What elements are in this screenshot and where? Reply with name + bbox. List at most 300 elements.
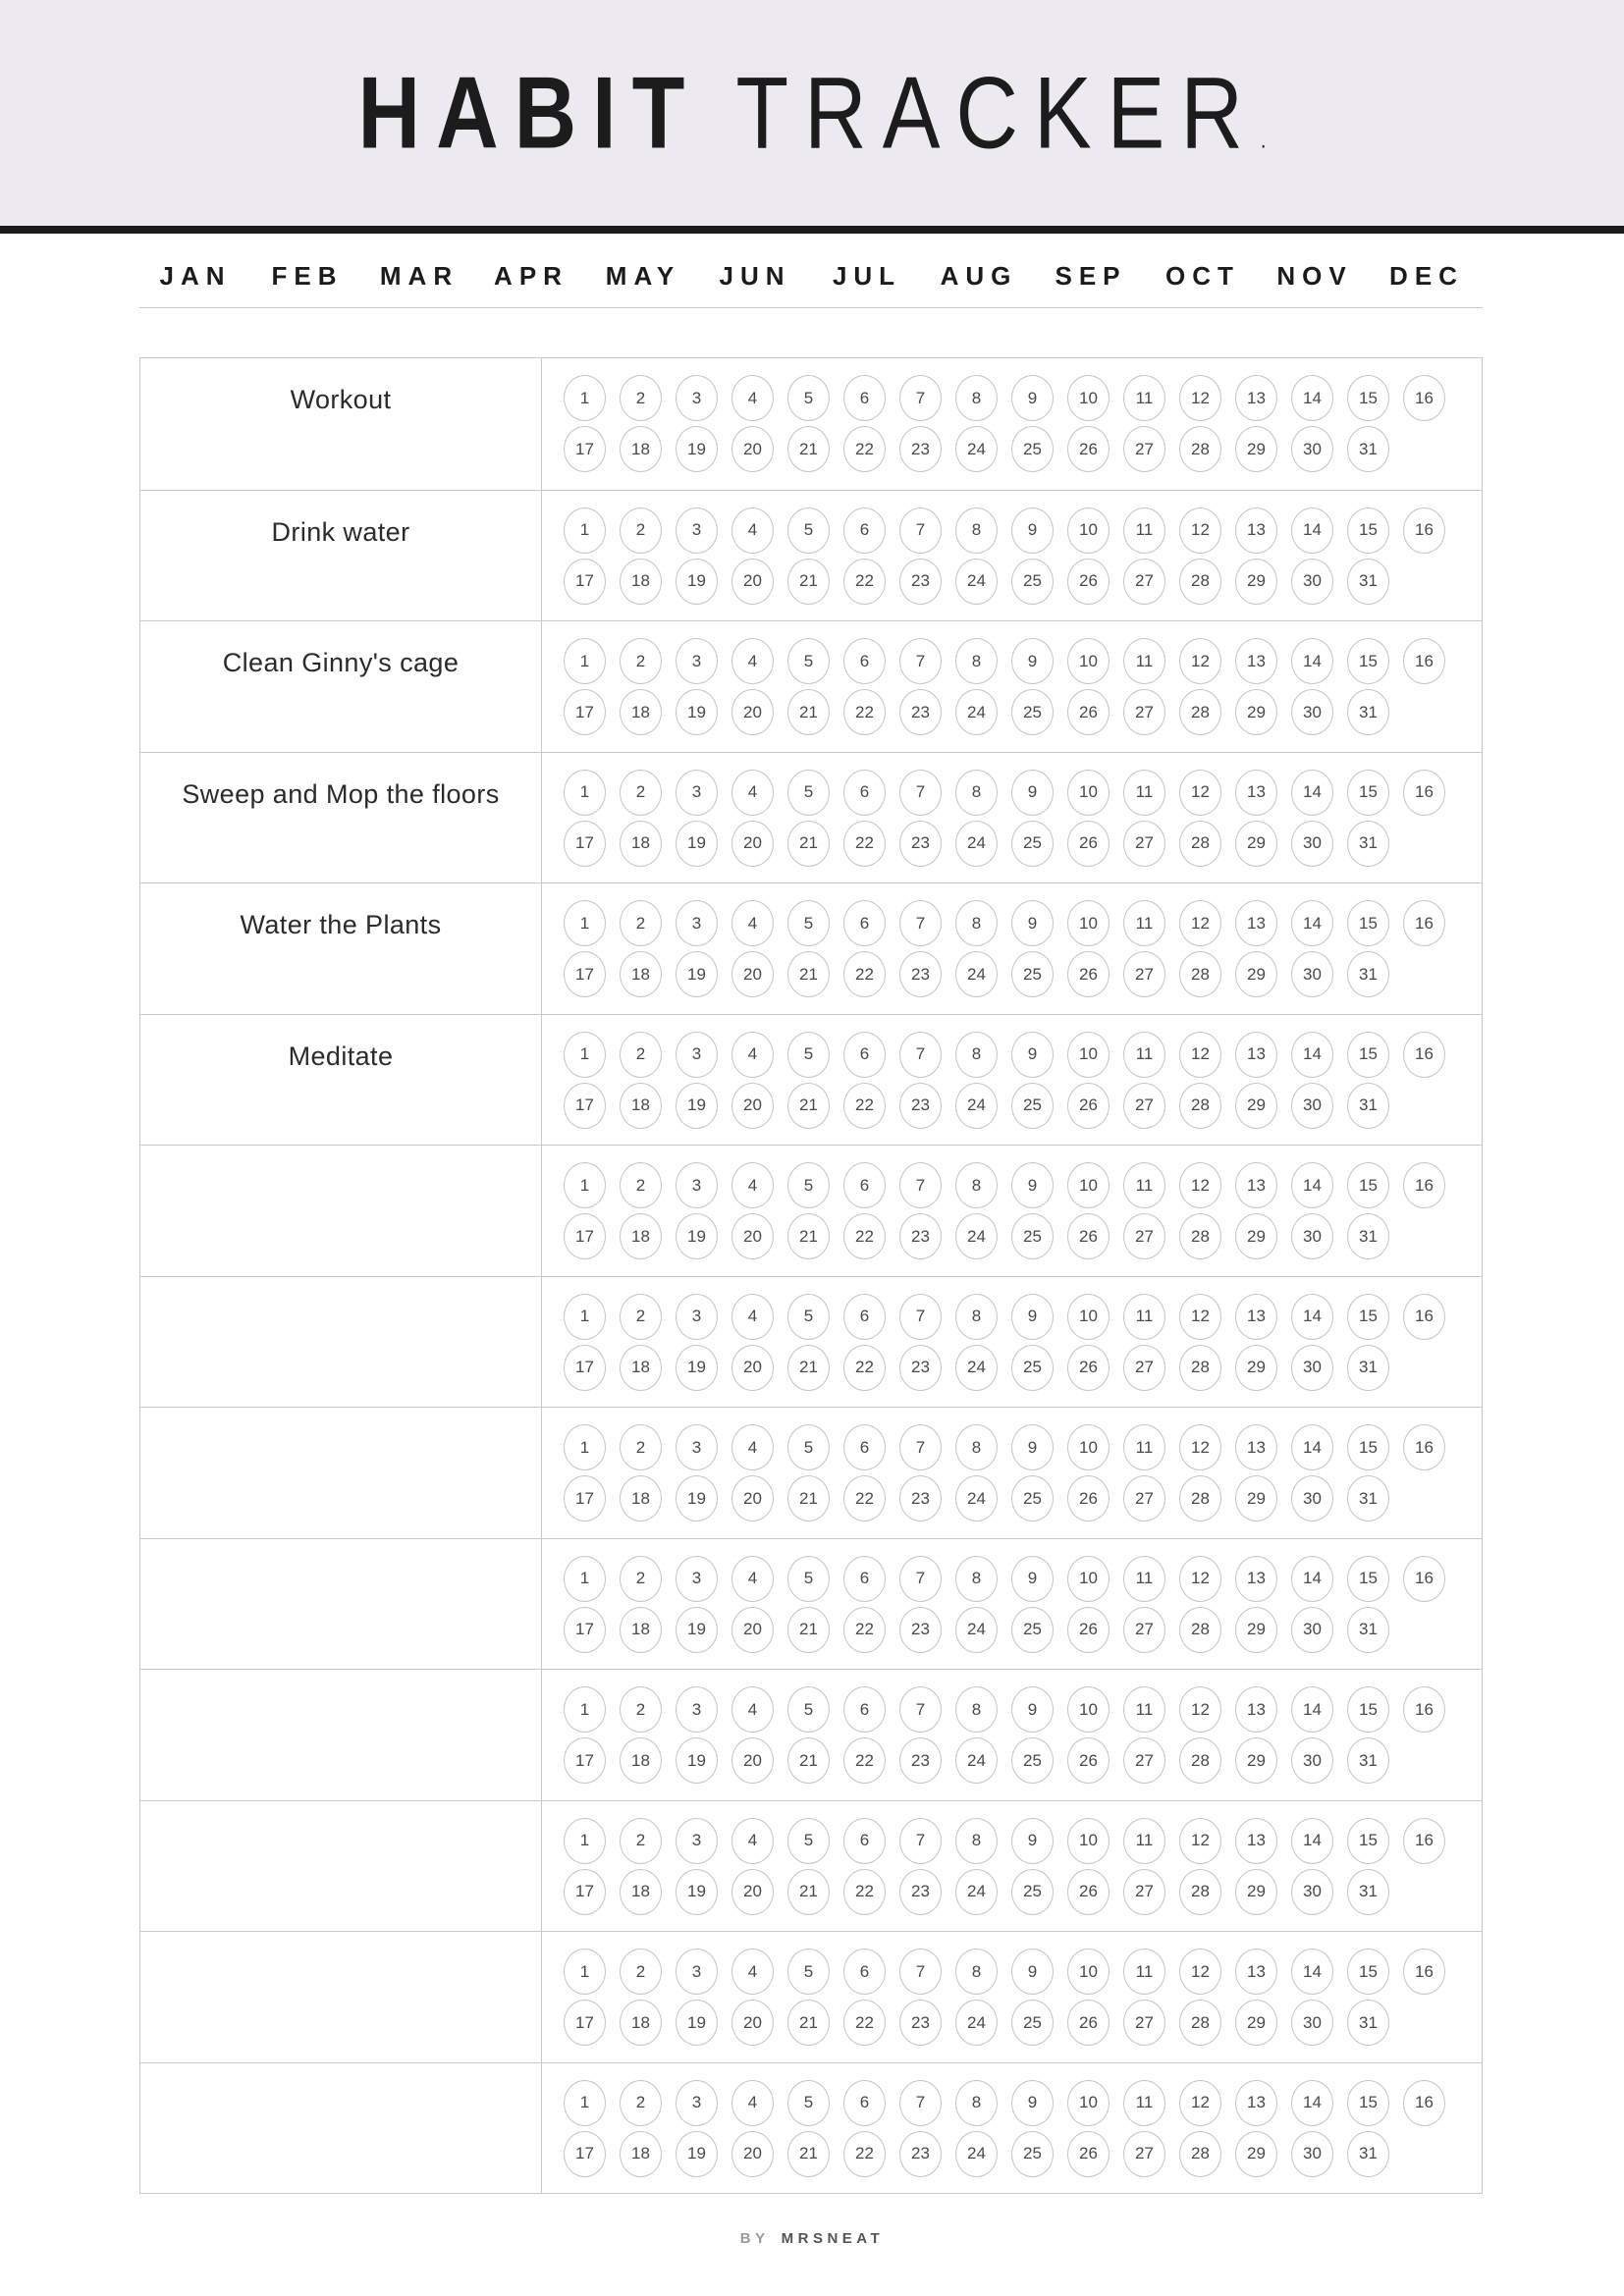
day-circle-11[interactable]: 11 xyxy=(1123,1686,1165,1733)
day-circle-11[interactable]: 11 xyxy=(1123,1162,1165,1208)
day-circle-15[interactable]: 15 xyxy=(1347,507,1389,554)
day-circle-21[interactable]: 21 xyxy=(787,689,830,735)
day-circle-3[interactable]: 3 xyxy=(676,900,718,946)
month-aug[interactable]: AUG xyxy=(940,261,1018,291)
day-circle-9[interactable]: 9 xyxy=(1011,375,1054,421)
day-circle-20[interactable]: 20 xyxy=(731,1213,774,1259)
day-circle-9[interactable]: 9 xyxy=(1011,638,1054,684)
day-circle-5[interactable]: 5 xyxy=(787,900,830,946)
day-circle-28[interactable]: 28 xyxy=(1179,1737,1221,1784)
day-circle-24[interactable]: 24 xyxy=(955,951,998,997)
day-circle-4[interactable]: 4 xyxy=(731,1424,774,1470)
day-circle-17[interactable]: 17 xyxy=(564,426,606,472)
day-circle-25[interactable]: 25 xyxy=(1011,2000,1054,2046)
day-circle-21[interactable]: 21 xyxy=(787,426,830,472)
day-circle-18[interactable]: 18 xyxy=(620,1345,662,1391)
day-circle-17[interactable]: 17 xyxy=(564,1475,606,1522)
day-circle-4[interactable]: 4 xyxy=(731,1818,774,1864)
day-circle-26[interactable]: 26 xyxy=(1067,426,1110,472)
day-circle-20[interactable]: 20 xyxy=(731,1345,774,1391)
day-circle-29[interactable]: 29 xyxy=(1235,426,1277,472)
day-circle-3[interactable]: 3 xyxy=(676,1556,718,1602)
day-circle-1[interactable]: 1 xyxy=(564,900,606,946)
day-circle-27[interactable]: 27 xyxy=(1123,1083,1165,1129)
day-circle-1[interactable]: 1 xyxy=(564,507,606,554)
day-circle-21[interactable]: 21 xyxy=(787,821,830,867)
day-circle-22[interactable]: 22 xyxy=(843,1345,886,1391)
day-circle-16[interactable]: 16 xyxy=(1403,2080,1445,2126)
day-circle-6[interactable]: 6 xyxy=(843,2080,886,2126)
day-circle-7[interactable]: 7 xyxy=(899,1424,942,1470)
day-circle-29[interactable]: 29 xyxy=(1235,1475,1277,1522)
day-circle-18[interactable]: 18 xyxy=(620,821,662,867)
day-circle-28[interactable]: 28 xyxy=(1179,1869,1221,1915)
day-circle-3[interactable]: 3 xyxy=(676,770,718,816)
day-circle-25[interactable]: 25 xyxy=(1011,1213,1054,1259)
day-circle-30[interactable]: 30 xyxy=(1291,559,1333,605)
day-circle-2[interactable]: 2 xyxy=(620,2080,662,2126)
day-circle-11[interactable]: 11 xyxy=(1123,638,1165,684)
day-circle-27[interactable]: 27 xyxy=(1123,1475,1165,1522)
day-circle-24[interactable]: 24 xyxy=(955,2131,998,2177)
day-circle-29[interactable]: 29 xyxy=(1235,1607,1277,1653)
day-circle-13[interactable]: 13 xyxy=(1235,1032,1277,1078)
day-circle-5[interactable]: 5 xyxy=(787,1162,830,1208)
day-circle-30[interactable]: 30 xyxy=(1291,951,1333,997)
day-circle-17[interactable]: 17 xyxy=(564,2131,606,2177)
day-circle-31[interactable]: 31 xyxy=(1347,1869,1389,1915)
day-circle-8[interactable]: 8 xyxy=(955,1162,998,1208)
day-circle-8[interactable]: 8 xyxy=(955,507,998,554)
day-circle-19[interactable]: 19 xyxy=(676,1475,718,1522)
day-circle-30[interactable]: 30 xyxy=(1291,1475,1333,1522)
day-circle-12[interactable]: 12 xyxy=(1179,1686,1221,1733)
day-circle-5[interactable]: 5 xyxy=(787,1424,830,1470)
day-circle-15[interactable]: 15 xyxy=(1347,770,1389,816)
day-circle-27[interactable]: 27 xyxy=(1123,1345,1165,1391)
day-circle-2[interactable]: 2 xyxy=(620,900,662,946)
day-circle-6[interactable]: 6 xyxy=(843,375,886,421)
day-circle-7[interactable]: 7 xyxy=(899,1818,942,1864)
month-oct[interactable]: OCT xyxy=(1165,261,1240,291)
day-circle-8[interactable]: 8 xyxy=(955,2080,998,2126)
day-circle-4[interactable]: 4 xyxy=(731,770,774,816)
day-circle-10[interactable]: 10 xyxy=(1067,900,1110,946)
day-circle-9[interactable]: 9 xyxy=(1011,1424,1054,1470)
day-circle-10[interactable]: 10 xyxy=(1067,770,1110,816)
day-circle-6[interactable]: 6 xyxy=(843,1556,886,1602)
month-feb[interactable]: FEB xyxy=(271,261,344,291)
day-circle-25[interactable]: 25 xyxy=(1011,1475,1054,1522)
day-circle-22[interactable]: 22 xyxy=(843,1869,886,1915)
day-circle-3[interactable]: 3 xyxy=(676,1949,718,1995)
day-circle-19[interactable]: 19 xyxy=(676,1737,718,1784)
day-circle-15[interactable]: 15 xyxy=(1347,638,1389,684)
day-circle-31[interactable]: 31 xyxy=(1347,1607,1389,1653)
day-circle-23[interactable]: 23 xyxy=(899,1607,942,1653)
day-circle-30[interactable]: 30 xyxy=(1291,426,1333,472)
day-circle-24[interactable]: 24 xyxy=(955,426,998,472)
day-circle-31[interactable]: 31 xyxy=(1347,1737,1389,1784)
day-circle-16[interactable]: 16 xyxy=(1403,770,1445,816)
day-circle-17[interactable]: 17 xyxy=(564,1213,606,1259)
day-circle-1[interactable]: 1 xyxy=(564,1424,606,1470)
day-circle-15[interactable]: 15 xyxy=(1347,1556,1389,1602)
day-circle-15[interactable]: 15 xyxy=(1347,1818,1389,1864)
day-circle-23[interactable]: 23 xyxy=(899,1475,942,1522)
day-circle-27[interactable]: 27 xyxy=(1123,1869,1165,1915)
day-circle-1[interactable]: 1 xyxy=(564,770,606,816)
day-circle-22[interactable]: 22 xyxy=(843,1607,886,1653)
day-circle-26[interactable]: 26 xyxy=(1067,951,1110,997)
day-circle-1[interactable]: 1 xyxy=(564,638,606,684)
day-circle-14[interactable]: 14 xyxy=(1291,1556,1333,1602)
day-circle-29[interactable]: 29 xyxy=(1235,1345,1277,1391)
day-circle-23[interactable]: 23 xyxy=(899,2131,942,2177)
day-circle-14[interactable]: 14 xyxy=(1291,1294,1333,1340)
day-circle-31[interactable]: 31 xyxy=(1347,1475,1389,1522)
day-circle-16[interactable]: 16 xyxy=(1403,638,1445,684)
day-circle-14[interactable]: 14 xyxy=(1291,1032,1333,1078)
day-circle-5[interactable]: 5 xyxy=(787,1556,830,1602)
day-circle-2[interactable]: 2 xyxy=(620,1556,662,1602)
day-circle-23[interactable]: 23 xyxy=(899,1213,942,1259)
day-circle-20[interactable]: 20 xyxy=(731,2131,774,2177)
day-circle-2[interactable]: 2 xyxy=(620,1686,662,1733)
day-circle-11[interactable]: 11 xyxy=(1123,900,1165,946)
month-may[interactable]: MAY xyxy=(605,261,681,291)
day-circle-14[interactable]: 14 xyxy=(1291,1818,1333,1864)
day-circle-30[interactable]: 30 xyxy=(1291,1213,1333,1259)
day-circle-6[interactable]: 6 xyxy=(843,638,886,684)
day-circle-28[interactable]: 28 xyxy=(1179,559,1221,605)
day-circle-4[interactable]: 4 xyxy=(731,1686,774,1733)
day-circle-3[interactable]: 3 xyxy=(676,1424,718,1470)
day-circle-5[interactable]: 5 xyxy=(787,1949,830,1995)
day-circle-9[interactable]: 9 xyxy=(1011,507,1054,554)
day-circle-10[interactable]: 10 xyxy=(1067,638,1110,684)
day-circle-2[interactable]: 2 xyxy=(620,770,662,816)
day-circle-9[interactable]: 9 xyxy=(1011,1818,1054,1864)
day-circle-26[interactable]: 26 xyxy=(1067,559,1110,605)
day-circle-26[interactable]: 26 xyxy=(1067,1607,1110,1653)
day-circle-14[interactable]: 14 xyxy=(1291,1949,1333,1995)
day-circle-13[interactable]: 13 xyxy=(1235,638,1277,684)
day-circle-12[interactable]: 12 xyxy=(1179,507,1221,554)
day-circle-19[interactable]: 19 xyxy=(676,1869,718,1915)
day-circle-21[interactable]: 21 xyxy=(787,559,830,605)
day-circle-23[interactable]: 23 xyxy=(899,821,942,867)
month-jul[interactable]: JUL xyxy=(832,261,902,291)
day-circle-2[interactable]: 2 xyxy=(620,507,662,554)
day-circle-28[interactable]: 28 xyxy=(1179,821,1221,867)
day-circle-13[interactable]: 13 xyxy=(1235,1162,1277,1208)
day-circle-12[interactable]: 12 xyxy=(1179,1818,1221,1864)
month-apr[interactable]: APR xyxy=(494,261,568,291)
day-circle-9[interactable]: 9 xyxy=(1011,900,1054,946)
day-circle-5[interactable]: 5 xyxy=(787,375,830,421)
day-circle-20[interactable]: 20 xyxy=(731,426,774,472)
day-circle-12[interactable]: 12 xyxy=(1179,770,1221,816)
day-circle-29[interactable]: 29 xyxy=(1235,689,1277,735)
day-circle-21[interactable]: 21 xyxy=(787,1607,830,1653)
day-circle-13[interactable]: 13 xyxy=(1235,770,1277,816)
day-circle-31[interactable]: 31 xyxy=(1347,2131,1389,2177)
day-circle-4[interactable]: 4 xyxy=(731,1162,774,1208)
day-circle-17[interactable]: 17 xyxy=(564,2000,606,2046)
day-circle-4[interactable]: 4 xyxy=(731,1556,774,1602)
day-circle-12[interactable]: 12 xyxy=(1179,900,1221,946)
day-circle-24[interactable]: 24 xyxy=(955,821,998,867)
day-circle-12[interactable]: 12 xyxy=(1179,1032,1221,1078)
day-circle-3[interactable]: 3 xyxy=(676,1818,718,1864)
day-circle-15[interactable]: 15 xyxy=(1347,1294,1389,1340)
day-circle-30[interactable]: 30 xyxy=(1291,1083,1333,1129)
day-circle-12[interactable]: 12 xyxy=(1179,1424,1221,1470)
day-circle-16[interactable]: 16 xyxy=(1403,1032,1445,1078)
day-circle-31[interactable]: 31 xyxy=(1347,2000,1389,2046)
day-circle-21[interactable]: 21 xyxy=(787,1869,830,1915)
day-circle-2[interactable]: 2 xyxy=(620,1032,662,1078)
day-circle-28[interactable]: 28 xyxy=(1179,2000,1221,2046)
day-circle-17[interactable]: 17 xyxy=(564,689,606,735)
day-circle-22[interactable]: 22 xyxy=(843,1475,886,1522)
day-circle-13[interactable]: 13 xyxy=(1235,2080,1277,2126)
month-mar[interactable]: MAR xyxy=(379,261,460,291)
day-circle-26[interactable]: 26 xyxy=(1067,1737,1110,1784)
day-circle-16[interactable]: 16 xyxy=(1403,1818,1445,1864)
day-circle-31[interactable]: 31 xyxy=(1347,426,1389,472)
day-circle-5[interactable]: 5 xyxy=(787,770,830,816)
day-circle-11[interactable]: 11 xyxy=(1123,770,1165,816)
day-circle-27[interactable]: 27 xyxy=(1123,1213,1165,1259)
day-circle-6[interactable]: 6 xyxy=(843,1162,886,1208)
day-circle-18[interactable]: 18 xyxy=(620,1869,662,1915)
day-circle-4[interactable]: 4 xyxy=(731,638,774,684)
day-circle-8[interactable]: 8 xyxy=(955,375,998,421)
day-circle-6[interactable]: 6 xyxy=(843,1818,886,1864)
day-circle-13[interactable]: 13 xyxy=(1235,375,1277,421)
day-circle-14[interactable]: 14 xyxy=(1291,2080,1333,2126)
day-circle-14[interactable]: 14 xyxy=(1291,1424,1333,1470)
day-circle-27[interactable]: 27 xyxy=(1123,1737,1165,1784)
day-circle-5[interactable]: 5 xyxy=(787,1032,830,1078)
day-circle-16[interactable]: 16 xyxy=(1403,1949,1445,1995)
day-circle-17[interactable]: 17 xyxy=(564,951,606,997)
day-circle-12[interactable]: 12 xyxy=(1179,1949,1221,1995)
day-circle-23[interactable]: 23 xyxy=(899,1083,942,1129)
day-circle-15[interactable]: 15 xyxy=(1347,1032,1389,1078)
day-circle-23[interactable]: 23 xyxy=(899,1869,942,1915)
day-circle-24[interactable]: 24 xyxy=(955,1345,998,1391)
day-circle-6[interactable]: 6 xyxy=(843,770,886,816)
day-circle-4[interactable]: 4 xyxy=(731,900,774,946)
day-circle-25[interactable]: 25 xyxy=(1011,2131,1054,2177)
day-circle-27[interactable]: 27 xyxy=(1123,689,1165,735)
day-circle-26[interactable]: 26 xyxy=(1067,2131,1110,2177)
day-circle-5[interactable]: 5 xyxy=(787,1818,830,1864)
day-circle-15[interactable]: 15 xyxy=(1347,1424,1389,1470)
day-circle-22[interactable]: 22 xyxy=(843,559,886,605)
day-circle-11[interactable]: 11 xyxy=(1123,507,1165,554)
day-circle-6[interactable]: 6 xyxy=(843,1686,886,1733)
day-circle-18[interactable]: 18 xyxy=(620,559,662,605)
day-circle-19[interactable]: 19 xyxy=(676,951,718,997)
day-circle-30[interactable]: 30 xyxy=(1291,821,1333,867)
day-circle-8[interactable]: 8 xyxy=(955,1556,998,1602)
day-circle-19[interactable]: 19 xyxy=(676,821,718,867)
day-circle-29[interactable]: 29 xyxy=(1235,1869,1277,1915)
day-circle-13[interactable]: 13 xyxy=(1235,1949,1277,1995)
day-circle-28[interactable]: 28 xyxy=(1179,689,1221,735)
day-circle-12[interactable]: 12 xyxy=(1179,1162,1221,1208)
day-circle-25[interactable]: 25 xyxy=(1011,1737,1054,1784)
day-circle-27[interactable]: 27 xyxy=(1123,2000,1165,2046)
day-circle-1[interactable]: 1 xyxy=(564,1686,606,1733)
day-circle-30[interactable]: 30 xyxy=(1291,1607,1333,1653)
day-circle-3[interactable]: 3 xyxy=(676,1686,718,1733)
day-circle-3[interactable]: 3 xyxy=(676,507,718,554)
day-circle-3[interactable]: 3 xyxy=(676,638,718,684)
day-circle-9[interactable]: 9 xyxy=(1011,1686,1054,1733)
day-circle-5[interactable]: 5 xyxy=(787,1294,830,1340)
day-circle-3[interactable]: 3 xyxy=(676,375,718,421)
day-circle-31[interactable]: 31 xyxy=(1347,559,1389,605)
day-circle-18[interactable]: 18 xyxy=(620,1737,662,1784)
day-circle-3[interactable]: 3 xyxy=(676,1294,718,1340)
day-circle-7[interactable]: 7 xyxy=(899,1556,942,1602)
day-circle-26[interactable]: 26 xyxy=(1067,1083,1110,1129)
day-circle-16[interactable]: 16 xyxy=(1403,507,1445,554)
month-jun[interactable]: JUN xyxy=(719,261,791,291)
day-circle-27[interactable]: 27 xyxy=(1123,426,1165,472)
day-circle-23[interactable]: 23 xyxy=(899,951,942,997)
day-circle-4[interactable]: 4 xyxy=(731,2080,774,2126)
day-circle-22[interactable]: 22 xyxy=(843,821,886,867)
day-circle-12[interactable]: 12 xyxy=(1179,1556,1221,1602)
day-circle-22[interactable]: 22 xyxy=(843,951,886,997)
day-circle-10[interactable]: 10 xyxy=(1067,1032,1110,1078)
day-circle-24[interactable]: 24 xyxy=(955,1737,998,1784)
day-circle-8[interactable]: 8 xyxy=(955,638,998,684)
day-circle-5[interactable]: 5 xyxy=(787,638,830,684)
day-circle-29[interactable]: 29 xyxy=(1235,559,1277,605)
day-circle-15[interactable]: 15 xyxy=(1347,1949,1389,1995)
day-circle-29[interactable]: 29 xyxy=(1235,821,1277,867)
day-circle-25[interactable]: 25 xyxy=(1011,689,1054,735)
day-circle-17[interactable]: 17 xyxy=(564,1869,606,1915)
day-circle-25[interactable]: 25 xyxy=(1011,1869,1054,1915)
day-circle-28[interactable]: 28 xyxy=(1179,2131,1221,2177)
day-circle-15[interactable]: 15 xyxy=(1347,900,1389,946)
day-circle-27[interactable]: 27 xyxy=(1123,951,1165,997)
day-circle-11[interactable]: 11 xyxy=(1123,1032,1165,1078)
day-circle-26[interactable]: 26 xyxy=(1067,1213,1110,1259)
day-circle-3[interactable]: 3 xyxy=(676,2080,718,2126)
day-circle-6[interactable]: 6 xyxy=(843,507,886,554)
day-circle-17[interactable]: 17 xyxy=(564,1737,606,1784)
day-circle-9[interactable]: 9 xyxy=(1011,1294,1054,1340)
day-circle-19[interactable]: 19 xyxy=(676,2000,718,2046)
day-circle-16[interactable]: 16 xyxy=(1403,900,1445,946)
day-circle-20[interactable]: 20 xyxy=(731,2000,774,2046)
day-circle-17[interactable]: 17 xyxy=(564,1345,606,1391)
day-circle-7[interactable]: 7 xyxy=(899,2080,942,2126)
day-circle-16[interactable]: 16 xyxy=(1403,1556,1445,1602)
day-circle-14[interactable]: 14 xyxy=(1291,638,1333,684)
day-circle-8[interactable]: 8 xyxy=(955,1032,998,1078)
day-circle-21[interactable]: 21 xyxy=(787,1737,830,1784)
day-circle-28[interactable]: 28 xyxy=(1179,1475,1221,1522)
day-circle-13[interactable]: 13 xyxy=(1235,1686,1277,1733)
day-circle-9[interactable]: 9 xyxy=(1011,1556,1054,1602)
day-circle-31[interactable]: 31 xyxy=(1347,1213,1389,1259)
day-circle-12[interactable]: 12 xyxy=(1179,2080,1221,2126)
day-circle-13[interactable]: 13 xyxy=(1235,900,1277,946)
day-circle-7[interactable]: 7 xyxy=(899,1949,942,1995)
day-circle-10[interactable]: 10 xyxy=(1067,1556,1110,1602)
day-circle-7[interactable]: 7 xyxy=(899,507,942,554)
day-circle-24[interactable]: 24 xyxy=(955,1607,998,1653)
day-circle-17[interactable]: 17 xyxy=(564,1607,606,1653)
day-circle-23[interactable]: 23 xyxy=(899,1737,942,1784)
day-circle-4[interactable]: 4 xyxy=(731,507,774,554)
day-circle-25[interactable]: 25 xyxy=(1011,559,1054,605)
day-circle-2[interactable]: 2 xyxy=(620,375,662,421)
day-circle-1[interactable]: 1 xyxy=(564,2080,606,2126)
day-circle-23[interactable]: 23 xyxy=(899,559,942,605)
day-circle-19[interactable]: 19 xyxy=(676,1345,718,1391)
day-circle-18[interactable]: 18 xyxy=(620,2000,662,2046)
day-circle-5[interactable]: 5 xyxy=(787,507,830,554)
day-circle-16[interactable]: 16 xyxy=(1403,1162,1445,1208)
day-circle-11[interactable]: 11 xyxy=(1123,1294,1165,1340)
day-circle-30[interactable]: 30 xyxy=(1291,689,1333,735)
day-circle-24[interactable]: 24 xyxy=(955,1869,998,1915)
day-circle-25[interactable]: 25 xyxy=(1011,1345,1054,1391)
day-circle-21[interactable]: 21 xyxy=(787,1475,830,1522)
day-circle-27[interactable]: 27 xyxy=(1123,559,1165,605)
day-circle-10[interactable]: 10 xyxy=(1067,375,1110,421)
day-circle-2[interactable]: 2 xyxy=(620,1162,662,1208)
day-circle-13[interactable]: 13 xyxy=(1235,1424,1277,1470)
day-circle-6[interactable]: 6 xyxy=(843,900,886,946)
day-circle-7[interactable]: 7 xyxy=(899,1162,942,1208)
day-circle-30[interactable]: 30 xyxy=(1291,1869,1333,1915)
day-circle-5[interactable]: 5 xyxy=(787,1686,830,1733)
day-circle-10[interactable]: 10 xyxy=(1067,1686,1110,1733)
day-circle-6[interactable]: 6 xyxy=(843,1294,886,1340)
day-circle-25[interactable]: 25 xyxy=(1011,426,1054,472)
day-circle-28[interactable]: 28 xyxy=(1179,426,1221,472)
day-circle-24[interactable]: 24 xyxy=(955,1475,998,1522)
day-circle-31[interactable]: 31 xyxy=(1347,951,1389,997)
day-circle-20[interactable]: 20 xyxy=(731,689,774,735)
day-circle-31[interactable]: 31 xyxy=(1347,1345,1389,1391)
day-circle-19[interactable]: 19 xyxy=(676,559,718,605)
day-circle-22[interactable]: 22 xyxy=(843,689,886,735)
day-circle-25[interactable]: 25 xyxy=(1011,951,1054,997)
day-circle-20[interactable]: 20 xyxy=(731,1083,774,1129)
day-circle-18[interactable]: 18 xyxy=(620,951,662,997)
day-circle-20[interactable]: 20 xyxy=(731,559,774,605)
day-circle-12[interactable]: 12 xyxy=(1179,638,1221,684)
day-circle-16[interactable]: 16 xyxy=(1403,1686,1445,1733)
day-circle-14[interactable]: 14 xyxy=(1291,900,1333,946)
day-circle-17[interactable]: 17 xyxy=(564,559,606,605)
day-circle-18[interactable]: 18 xyxy=(620,689,662,735)
day-circle-29[interactable]: 29 xyxy=(1235,1083,1277,1129)
